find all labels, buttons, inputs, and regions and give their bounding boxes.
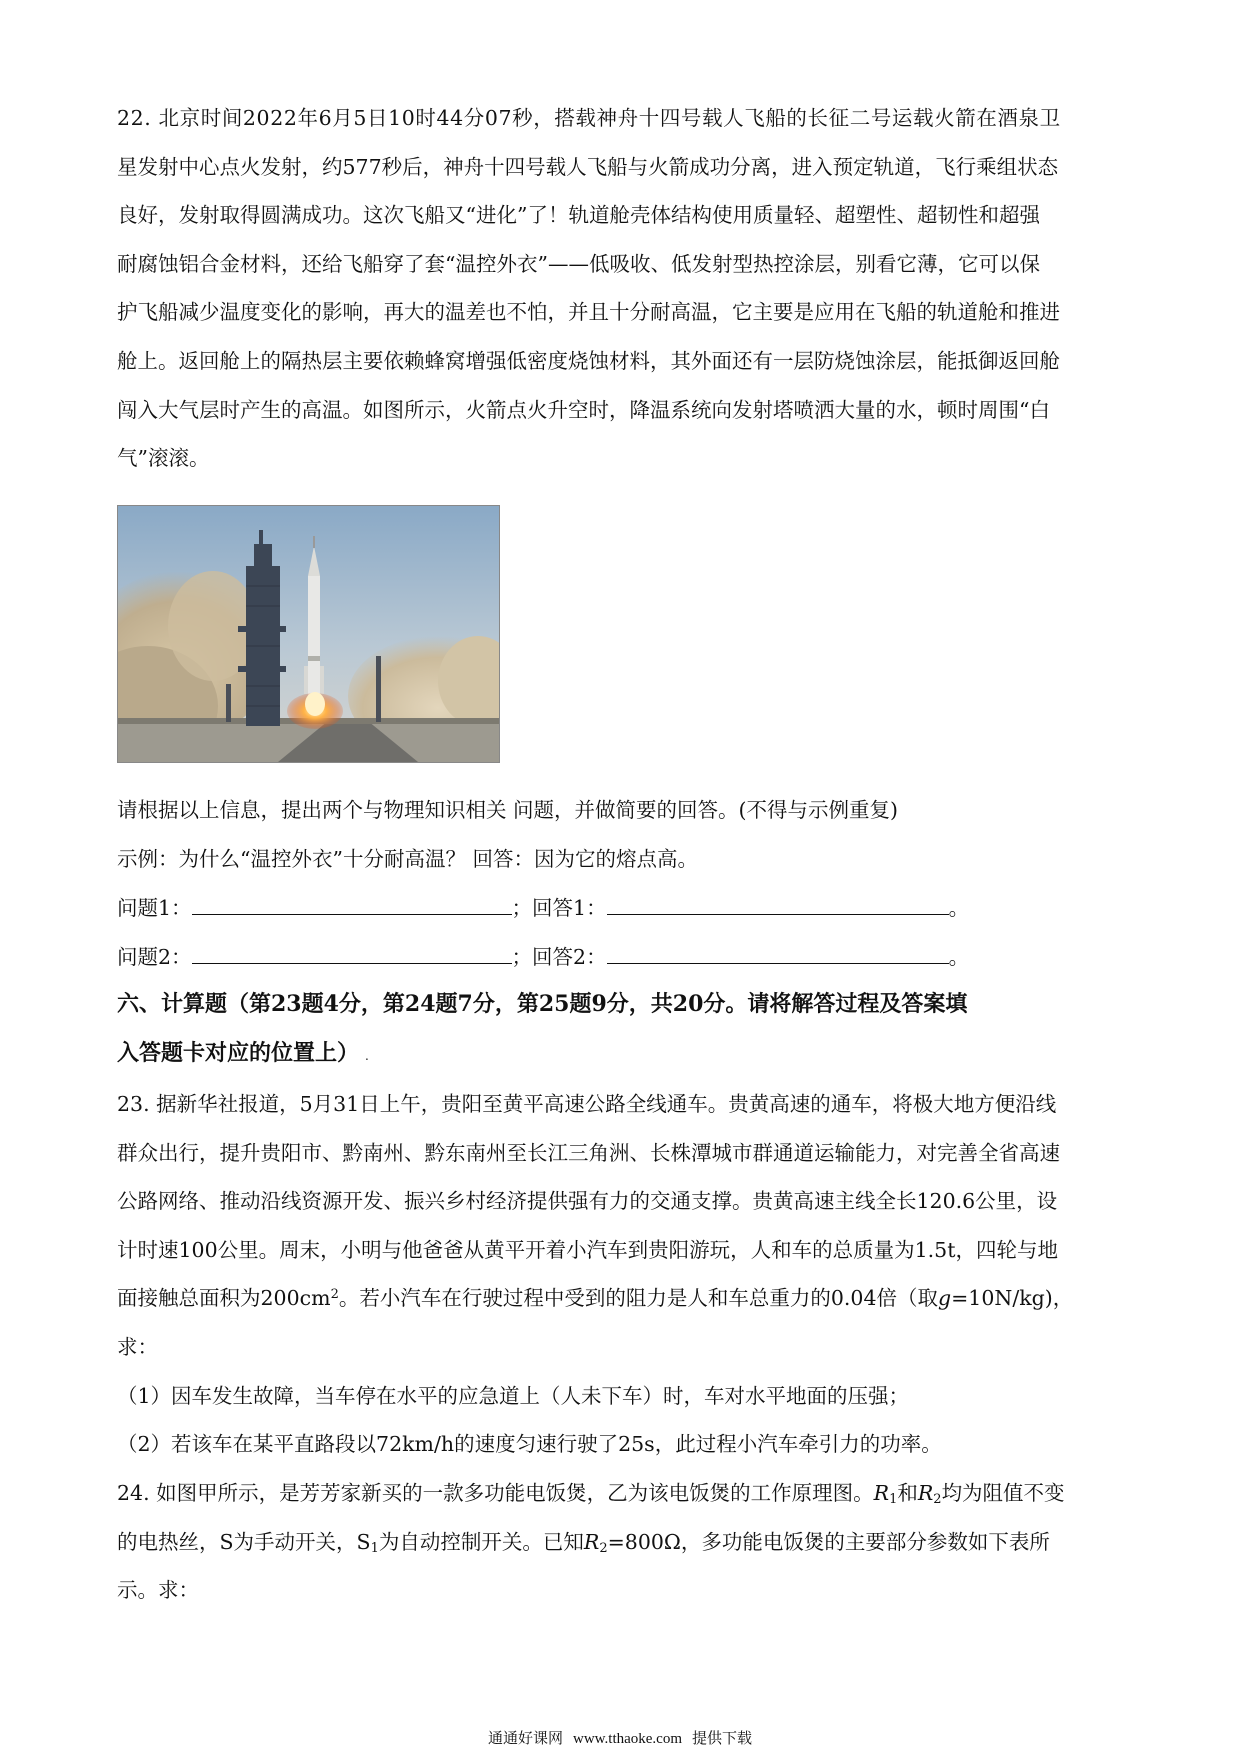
- r2-subscript: 2: [599, 1540, 608, 1556]
- question-22-prompt: 请根据以上信息，提出两个与物理知识相关 问题，并做简要的回答。(不得与示例重复): [117, 798, 899, 822]
- q22-line: 舱上。返回舱上的隔热层主要依赖蜂窝增强低密度烧蚀材料，其外面还有一层防烧蚀涂层，能抵御返回舱: [117, 348, 1060, 373]
- q22-line: 气”滚滚。: [117, 446, 210, 471]
- stray-mark: .: [365, 1049, 369, 1063]
- q22-line: 护飞船减少温度变化的影响，再大的温差也不怕，并且十分耐高温，它主要是应用在飞船的轨道舱和推进: [117, 300, 1060, 325]
- q24-resistance-text: 均为阻值不变: [941, 1481, 1065, 1505]
- question-1-label: 问题1：: [117, 896, 192, 920]
- s1-subscript: 1: [370, 1540, 379, 1556]
- q23-line: 公路网络、推动沿线资源开发、振兴乡村经济提供强有力的交通支撑。贵黄高速主线全长120.6公里，设: [117, 1189, 1058, 1214]
- q24-and: 和: [897, 1481, 918, 1505]
- q23-line: [117, 1274, 1127, 1323]
- answer-row-1: [117, 891, 969, 921]
- section-6-heading-cont: [117, 1029, 369, 1080]
- q24-intro: 24. 如图甲所示，是芳芳家新买的一款多功能电饭煲，乙为该电饭煲的工作原理图。: [117, 1481, 874, 1505]
- q23-g-value: =10N/kg)，: [951, 1286, 1074, 1311]
- q24-value-text: =800Ω，多功能电饭煲的主要部分参数如下表所: [607, 1529, 1050, 1554]
- question-2-blank[interactable]: [192, 945, 512, 964]
- answer-2-label: ；回答2：: [511, 945, 607, 969]
- q24-switch-text: 的电热丝，S为手动开关，S: [117, 1529, 371, 1554]
- footer-site-name: 通通好课网: [487, 1731, 563, 1747]
- q22-line: 闯入大气层时产生的高温。如图所示，火箭点火升空时，降温系统向发射塔喷洒大量的水，顿时周围“白: [117, 397, 1050, 422]
- answer-1-label: ；回答1：: [511, 896, 607, 920]
- question-23-text: [117, 1080, 1127, 1469]
- q24-line: 示。求：: [117, 1578, 199, 1603]
- answer-2-blank[interactable]: [607, 945, 949, 964]
- q23-g-symbol: g: [938, 1286, 952, 1311]
- r2-symbol: R: [917, 1481, 934, 1505]
- question-22-text: [117, 94, 1127, 483]
- q22-line: 星发射中心点火发射，约577秒后，神舟十四号载人飞船与火箭成功分离，进入预定轨道，飞行乘组状态: [117, 154, 1059, 179]
- section-6-heading-text: 入答题卡对应的位置上）: [117, 1040, 360, 1066]
- q24-known-text: 为自动控制开关。已知: [378, 1529, 584, 1554]
- footer-url[interactable]: www.tthaoke.com: [573, 1731, 682, 1747]
- r2-symbol: R: [583, 1529, 600, 1554]
- rocket-launch-photo: [117, 505, 500, 763]
- q23-subquestion-2: （2）若该车在某平直路段以72km/h的速度匀速行驶了25s，此过程小汽车牵引力的功率。: [117, 1432, 942, 1457]
- question-22-example: 示例：为什么“温控外衣”十分耐高温？ 回答：因为它的熔点高。: [117, 847, 698, 871]
- section-6-heading: 六、计算题（第23题4分，第24题7分，第25题9分，共20分。请将解答过程及答案填: [117, 991, 968, 1017]
- footer-suffix: 提供下载: [692, 1731, 753, 1747]
- question-2-label: 问题2：: [117, 945, 192, 969]
- q24-line: [117, 1518, 1127, 1567]
- q23-line: 求：: [117, 1334, 158, 1359]
- answer-1-blank[interactable]: [607, 896, 949, 915]
- page-footer: [0, 1727, 1240, 1748]
- q24-line: [117, 1469, 1127, 1518]
- q23-line: 23. 据新华社报道，5月31日上午，贵阳至黄平高速公路全线通车。贵黄高速的通车，将极大地方便沿线: [117, 1092, 1057, 1116]
- q23-line: 群众出行，提升贵阳市、黔南州、黔东南州至长江三角洲、长株潭城市群通道运输能力，对完善全省高速: [117, 1140, 1060, 1165]
- question-24-text: [117, 1469, 1127, 1615]
- q22-line: 耐腐蚀铝合金材料，还给飞船穿了套“温控外衣”——低吸收、低发射型热控涂层，别看它薄，它可以保: [117, 251, 1040, 276]
- question-1-blank[interactable]: [192, 896, 512, 915]
- q23-resistance-text: 。若小汽车在行驶过程中受到的阻力是人和车总重力的0.04倍（取: [338, 1286, 938, 1311]
- q22-line: 22. 北京时间2022年6月5日10时44分07秒，搭载神舟十四号载人飞船的长征二号运载火箭在酒泉卫: [117, 106, 1061, 130]
- q23-area-text: 面接触总面积为200cm: [117, 1286, 331, 1311]
- q23-subquestion-1: （1）因车发生故障，当车停在水平的应急道上（人未下车）时，车对水平地面的压强；: [117, 1383, 910, 1408]
- q22-line: 良好，发射取得圆满成功。这次飞船又“进化”了！轨道舱壳体结构使用质量轻、超塑性、超韧性和超强: [117, 203, 1040, 228]
- r2-subscript: 2: [933, 1492, 942, 1507]
- answer-1-end: 。: [948, 896, 970, 920]
- r1-subscript: 1: [889, 1492, 898, 1507]
- answer-row-2: [117, 940, 969, 970]
- q23-superscript: 2: [330, 1287, 339, 1303]
- r1-symbol: R: [873, 1481, 890, 1505]
- q23-line: 计时速100公里。周末，小明与他爸爸从黄平开着小汽车到贵阳游玩，人和车的总质量为1.5t，四轮与地: [117, 1237, 1058, 1262]
- answer-2-end: 。: [948, 945, 970, 969]
